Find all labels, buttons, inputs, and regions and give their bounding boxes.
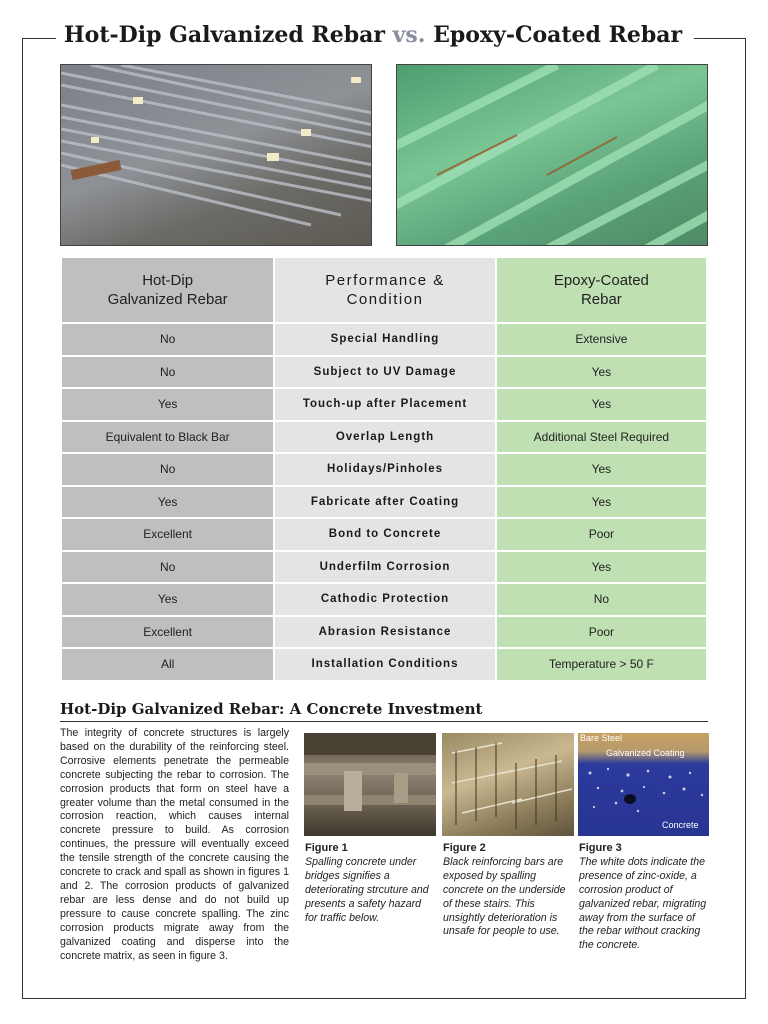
epoxy-cell: Poor (497, 617, 706, 648)
section-title: Hot-Dip Galvanized Rebar: A Concrete Investment (60, 700, 708, 722)
table-row (62, 487, 706, 518)
concrete-label: Concrete (662, 820, 699, 830)
stairs-spalling-illustration (442, 733, 574, 836)
table-row (62, 617, 706, 648)
condition-cell: Bond to Concrete (275, 519, 494, 550)
figure-1-label: Figure 1 (305, 842, 348, 854)
galvanized-cell: No (62, 324, 273, 355)
epoxy-rebar-illustration (397, 65, 708, 246)
galvanized-cell: No (62, 552, 273, 583)
condition-cell: Overlap Length (275, 422, 494, 453)
epoxy-cell: Yes (497, 389, 706, 420)
condition-cell: Abrasion Resistance (275, 617, 494, 648)
table-row (62, 422, 706, 453)
figure-2-text: Black reinforcing bars are exposed by spalling concrete on the underside of these stairs. This unsightly deterioration is unsafe for people to use. (443, 855, 566, 938)
galvanized-cell: Yes (62, 584, 273, 615)
epoxy-cell: Yes (497, 552, 706, 583)
epoxy-cell: No (497, 584, 706, 615)
table-row (62, 584, 706, 615)
galvanized-cell: Excellent (62, 519, 273, 550)
condition-cell: Fabricate after Coating (275, 487, 494, 518)
epoxy-cell: Extensive (497, 324, 706, 355)
epoxy-cell: Yes (497, 357, 706, 388)
header-performance: Performance & Condition (275, 258, 494, 322)
table-row (62, 389, 706, 420)
condition-cell: Underfilm Corrosion (275, 552, 494, 583)
table-header-row (62, 258, 706, 322)
title-rule-right (694, 38, 746, 39)
galvanized-cell: Yes (62, 487, 273, 518)
condition-cell: Holidays/Pinholes (275, 454, 494, 485)
figure-3-text: The white dots indicate the presence of zinc-oxide, a corrosion product of galvanized rebar, migrating away from the surface of the rebar without cracking the concrete. (579, 855, 707, 952)
condition-cell: Installation Conditions (275, 649, 494, 680)
galvanized-coating-label: Galvanized Coating (606, 748, 685, 758)
galvanized-rebar-photo (60, 64, 372, 246)
condition-cell: Cathodic Protection (275, 584, 494, 615)
title-part-galvanized: Hot-Dip Galvanized Rebar (63, 22, 393, 48)
galvanized-cell: Yes (62, 389, 273, 420)
epoxy-rebar-photo (396, 64, 708, 246)
figure-1-photo (304, 733, 436, 836)
epoxy-cell: Yes (497, 454, 706, 485)
galvanized-cell: No (62, 454, 273, 485)
galvanized-cell: All (62, 649, 273, 680)
galvanized-rebar-illustration (61, 65, 372, 246)
epoxy-cell: Additional Steel Required (497, 422, 706, 453)
title-rule-left (22, 38, 56, 39)
figure-2-caption (443, 842, 575, 939)
epoxy-cell: Poor (497, 519, 706, 550)
galvanized-cell: Equivalent to Black Bar (62, 422, 273, 453)
figure-1-caption (305, 842, 435, 925)
table-row (62, 324, 706, 355)
header-galvanized: Hot-Dip Galvanized Rebar (62, 258, 273, 322)
table-row (62, 552, 706, 583)
table-row (62, 519, 706, 550)
epoxy-cell: Yes (497, 487, 706, 518)
page-title (56, 22, 690, 48)
comparison-table (60, 256, 708, 682)
table-row (62, 649, 706, 680)
epoxy-cell: Temperature > 50 F (497, 649, 706, 680)
title-vs: vs. (392, 22, 426, 48)
header-epoxy: Epoxy-Coated Rebar (497, 258, 706, 322)
title-part-epoxy: Epoxy-Coated Rebar (425, 22, 683, 48)
figure-3-label: Figure 3 (579, 842, 622, 854)
galvanized-cell: Excellent (62, 617, 273, 648)
figure-1-text: Spalling concrete under bridges signifies a deteriorating strcuture and presents a safety hazard for traffic below. (305, 855, 429, 924)
figure-2-photo (442, 733, 574, 836)
bare-steel-label: Bare Steel (580, 733, 623, 743)
section-body: The integrity of concrete structures is largely based on the durability of the reinforcing steel. Corrosive elements penetrate the permeable concrete subjecting the rebar to corrosion. The corrosion products that form on steel have a greater volume than the metal consumed in the corrosion reaction, which causes internal concrete pressure to build. As corrosion continues, the pressure will eventually exceed the tensile strength of the concrete causing the concrete to crack and spall as shown in figures 1 and 2. The corrosion products of galvanized rebar are less dense and do not build up pressure to cause concrete spalling. The zinc corrosion products migrate away from the galvanized coating and disperse into the concrete matrix, as seen in figure 3. (60, 727, 289, 962)
table-row (62, 357, 706, 388)
figure-2-label: Figure 2 (443, 842, 486, 854)
table-row (62, 454, 706, 485)
figure-3-caption (579, 842, 709, 953)
bridge-spalling-illustration (304, 733, 436, 836)
condition-cell: Subject to UV Damage (275, 357, 494, 388)
galvanized-cell: No (62, 357, 273, 388)
condition-cell: Touch-up after Placement (275, 389, 494, 420)
condition-cell: Special Handling (275, 324, 494, 355)
figure-3-photo (578, 733, 709, 836)
